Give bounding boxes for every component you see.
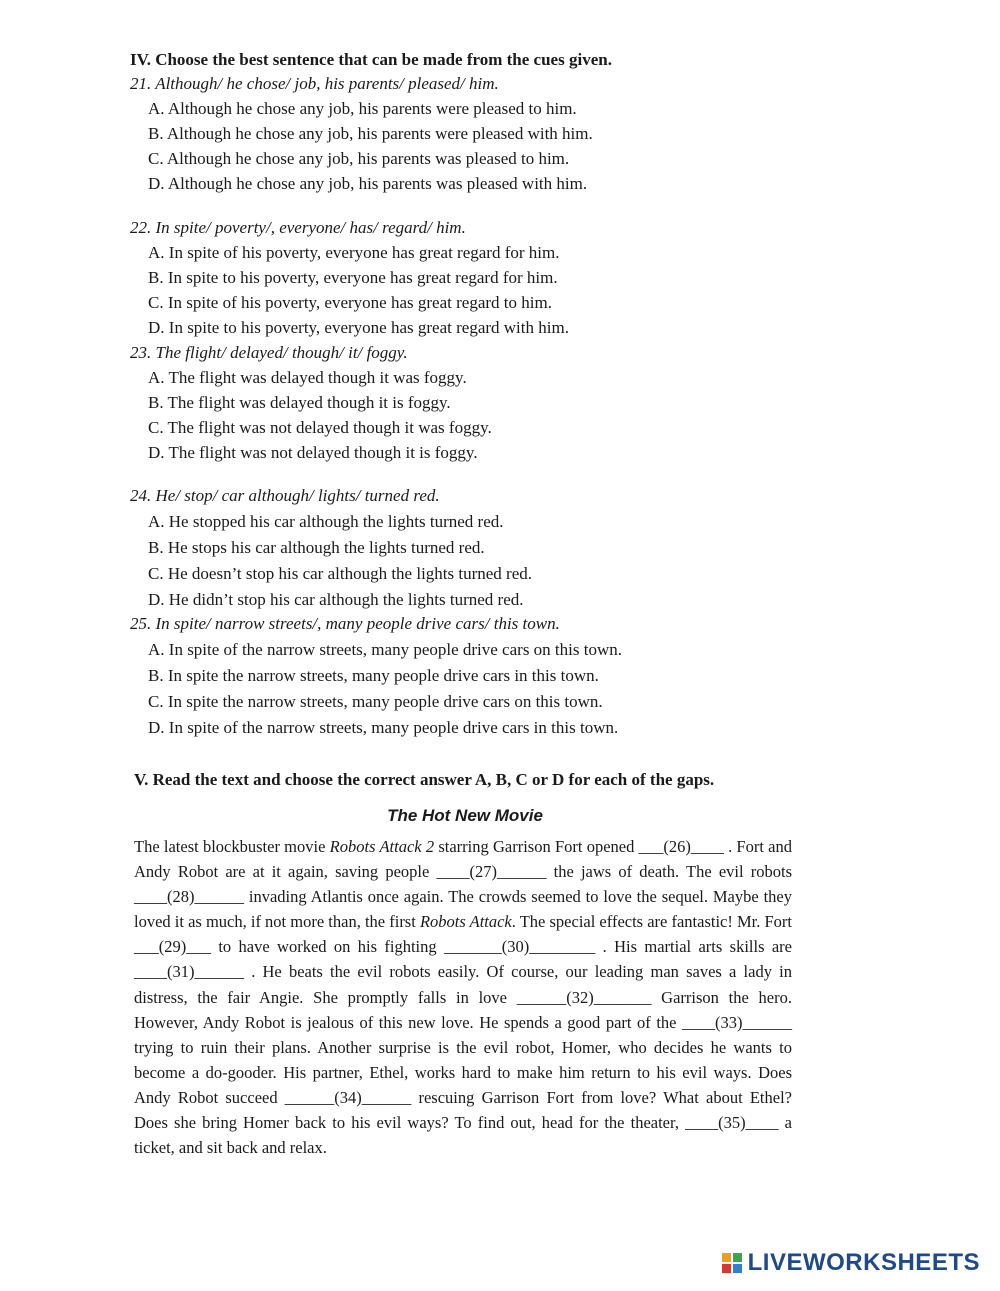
reading-passage (134, 834, 792, 1160)
passage-text-2: starring Garrison Fort opened ___(26)____ . Fort and Andy Robot are at it again, saving people ____(27)______ the jaws of death. The evil robots ____(28)______ invading Atlantis once again. The crowds seemed to love the sequel. Maybe they loved it as much, if not more than, the first (134, 837, 793, 932)
question-21-cue: 21. Although/ he chose/ job, his parents/ pleased/ him. (130, 74, 499, 93)
q21-option-a[interactable]: A. Although he chose any job, his parents were pleased to him. (148, 99, 577, 118)
q22-option-a[interactable]: A. In spite of his poverty, everyone has great regard for him. (148, 243, 560, 262)
liveworksheets-logo (722, 1249, 980, 1277)
q24-option-b[interactable]: B. He stops his car although the lights turned red. (148, 538, 485, 557)
question-23-cue: 23. The flight/ delayed/ though/ it/ foggy. (130, 343, 408, 362)
q25-option-a[interactable]: A. In spite of the narrow streets, many people drive cars on this town. (148, 640, 622, 659)
passage-title: The Hot New Movie (387, 806, 543, 825)
question-24-cue: 24. He/ stop/ car although/ lights/ turned red. (130, 486, 440, 505)
q21-option-b[interactable]: B. Although he chose any job, his parents were pleased with him. (148, 124, 593, 143)
q22-option-c[interactable]: C. In spite of his poverty, everyone has great regard to him. (148, 293, 552, 312)
section-iv-title: IV. Choose the best sentence that can be made from the cues given. (130, 50, 612, 69)
question-25-cue: 25. In spite/ narrow streets/, many people drive cars/ this town. (130, 614, 560, 633)
q22-option-d[interactable]: D. In spite to his poverty, everyone has great regard with him. (148, 318, 569, 337)
q23-option-b[interactable]: B. The flight was delayed though it is foggy. (148, 393, 451, 412)
q23-option-a[interactable]: A. The flight was delayed though it was foggy. (148, 368, 467, 387)
passage-text-3: . The special effects are fantastic! Mr. Fort ___(29)___ to have worked on his fighting _______(30)________ . His martial arts skills are ____(31)______ . He beats the evil robots easily. Of course, our leading man saves a lady in distress, the fair Angie. She promptly falls in love ______(32)_______ Garrison the hero. However, Andy Robot is jealous of this new love. He spends a good part of the ____(33)______ trying to ruin their plans. Another surprise is the evil robot, Homer, who decides he wants to become a do-gooder. His partner, Ethel, works hard to make him return to his evil ways. Does Andy Robot succeed ______(34)______ rescuing Garrison Fort from love? What about Ethel? Does she bring Homer back to his evil ways? To find out, head for the theater, ____(35)____ a ticket, and sit back and relax. (134, 912, 793, 1158)
q24-option-c[interactable]: C. He doesn’t stop his car although the lights turned red. (148, 564, 533, 583)
q25-option-b[interactable]: B. In spite the narrow streets, many people drive cars in this town. (148, 666, 599, 685)
logo-text: LIVEWORKSHEETS (747, 1249, 980, 1276)
q24-option-d[interactable]: D. He didn’t stop his car although the lights turned red. (148, 590, 524, 609)
q25-option-c[interactable]: C. In spite the narrow streets, many people drive cars on this town. (148, 692, 603, 711)
q21-option-d[interactable]: D. Although he chose any job, his parents was pleased with him. (148, 174, 588, 193)
section-v-title: V. Read the text and choose the correct answer A, B, C or D for each of the gaps. (134, 770, 715, 789)
question-22-cue: 22. In spite/ poverty/, everyone/ has/ regard/ him. (130, 218, 466, 237)
passage-text-1: The latest blockbuster movie (134, 837, 330, 856)
liveworksheets-grid-icon (722, 1253, 742, 1273)
q23-option-d[interactable]: D. The flight was not delayed though it is foggy. (148, 443, 478, 462)
q23-option-c[interactable]: C. The flight was not delayed though it was foggy. (148, 418, 492, 437)
movie-name-robots-attack: Robots Attack (419, 912, 512, 932)
q21-option-c[interactable]: C. Although he chose any job, his parents was pleased to him. (148, 149, 570, 168)
q25-option-d[interactable]: D. In spite of the narrow streets, many people drive cars in this town. (148, 718, 619, 737)
q24-option-a[interactable]: A. He stopped his car although the lights turned red. (148, 512, 504, 531)
movie-name-robots-attack-2: Robots Attack 2 (329, 837, 435, 856)
q22-option-b[interactable]: B. In spite to his poverty, everyone has great regard for him. (148, 268, 558, 287)
